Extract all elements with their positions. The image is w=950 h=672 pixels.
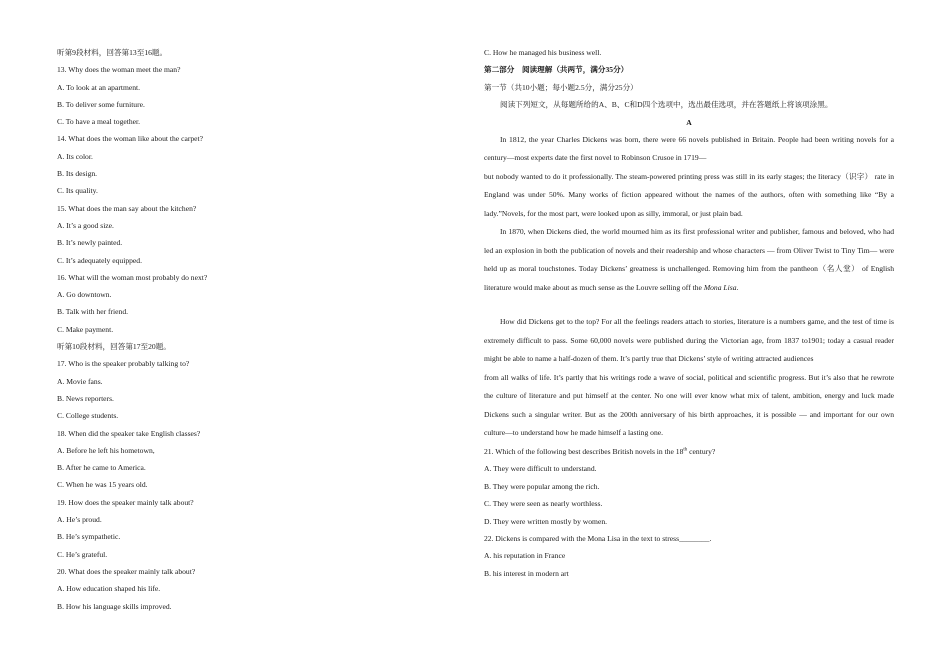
option: B. his interest in modern art <box>484 568 569 578</box>
option: A. How education shaped his life. <box>57 584 161 594</box>
option: B. To deliver some furniture. <box>57 99 145 109</box>
left-column <box>57 44 437 615</box>
question-14: 14. What does the woman like about the carpet? <box>57 134 203 144</box>
option: B. News reporters. <box>57 393 114 403</box>
option: C. It’s adequately equipped. <box>57 255 142 265</box>
option: A. He’s proud. <box>57 515 102 525</box>
question-21-superscript: th <box>683 447 688 453</box>
question-20: 20. What does the speaker mainly talk about? <box>57 566 196 576</box>
mona-lisa-italic: Mona Lisa <box>703 282 737 292</box>
question-18: 18. When did the speaker take English classes? <box>57 428 201 438</box>
option: C. To have a meal together. <box>57 117 141 127</box>
section-title: 第一节（共10小题；每小题2.5分，满分25分） <box>484 82 638 92</box>
paragraph-2-end: . <box>736 282 739 292</box>
option: A. his reputation in France <box>484 551 566 561</box>
option: B. Its design. <box>57 169 98 179</box>
option: A. They were difficult to understand. <box>484 464 597 474</box>
option: C. When he was 15 years old. <box>57 480 148 490</box>
paragraph-1b: but nobody wanted to do it professionally. The steam-powered printing press was still in its early stages; the literacy（识字） rate in England was under 50%. Many works of fiction appeared without the names of the authors, often with something like “By a lady.”Novels, for the most part, were looked upon as silly, immoral, or just plain bad. <box>484 171 894 218</box>
option: C. He’s grateful. <box>57 549 108 559</box>
question-21 <box>484 443 894 460</box>
question-17: 17. Who is the speaker probably talking to? <box>57 359 190 369</box>
option: C. Make payment. <box>57 324 114 334</box>
option: C. How he managed his business well. <box>484 48 602 57</box>
option: A. To look at an apartment. <box>57 82 141 92</box>
option: A. Movie fans. <box>57 376 103 386</box>
option: C. They were seen as nearly worthless. <box>484 499 603 509</box>
paragraph-3b: from all walks of life. It’s partly that his writings rode a wave of social, political and scientific progress. But it’s also that he rewrote the culture of literature and put himself at the center. No one will ever know what mix of talent, ambition, energy and luck made Dickens such a singular writer. But as the 200th anniversary of his birth approaches, it is possible — and important for our own culture—to understand how he made himself a lasting one. <box>484 372 894 438</box>
paragraph-1a: In 1812, the year Charles Dickens was born, there were 66 novels published in Britain. People had been writing novels for a century—most experts date the first novel to Robinson Crusoe in 1719— <box>484 134 894 163</box>
option: A. It’s a good size. <box>57 220 114 230</box>
option: A. Go downtown. <box>57 290 112 300</box>
spacer <box>484 297 894 313</box>
option: A. Its color. <box>57 151 93 161</box>
option: B. After he came to America. <box>57 463 146 473</box>
part-title: 第二部分 阅读理解（共两节，满分35分） <box>484 65 629 75</box>
option: B. Talk with her friend. <box>57 307 129 317</box>
listening-section-10-heading: 听第10段材料，回答第17至20题。 <box>57 342 171 352</box>
paragraph-2 <box>484 223 894 297</box>
question-13: 13. Why does the woman meet the man? <box>57 65 181 75</box>
option: C. College students. <box>57 411 119 421</box>
question-16: 16. What will the woman most probably do next? <box>57 272 208 282</box>
question-19: 19. How does the speaker mainly talk about? <box>57 497 194 507</box>
passage-label: A <box>686 117 692 127</box>
question-21-text: 21. Which of the following best describes British novels in the 18 <box>484 446 684 456</box>
option: A. Before he left his hometown, <box>57 445 155 455</box>
option: C. Its quality. <box>57 186 98 196</box>
paragraph-3a: How did Dickens get to the top? For all the feelings readers attach to stories, literature is a numbers game, and the test of time is extremely difficult to pass. Some 60,000 novels were published during the Victorian age, from 1837 to1901; today a casual reader might be able to name a half-dozen of them. It’s partly true that Dickens’ style of writing attracted audiences <box>484 317 894 364</box>
paragraph-2-text: In 1870, when Dickens died, the world mourned him as its first professional writer and publisher, famous and beloved, who had led an explosion in both the publication of novels and their readership and whose characters — from Oliver Twist to Tiny Tim— were held up as moral touchstones. Today Dickens’ greatness is unchallenged. Removing him from the pantheon（名人堂） of English literature would make about as much sense as the Louvre selling off the <box>484 227 894 292</box>
option: B. How his language skills improved. <box>57 601 172 611</box>
question-21-tail: century? <box>687 446 716 456</box>
right-column <box>484 44 894 582</box>
question-22: 22. Dickens is compared with the Mona Lisa in the text to stress________. <box>484 533 712 543</box>
listening-section-9-heading: 听第9段材料，回答第13至16题。 <box>57 48 168 57</box>
option: B. It’s newly painted. <box>57 238 123 248</box>
instruction: 阅读下列短文，从每题所给的A、B、C和D四个选项中，选出最佳选项，并在答题纸上将该项涂黑。 <box>500 100 833 110</box>
question-15: 15. What does the man say about the kitchen? <box>57 203 197 213</box>
option: B. They were popular among the rich. <box>484 481 600 491</box>
option: D. They were written mostly by women. <box>484 516 608 526</box>
option: B. He’s sympathetic. <box>57 532 121 542</box>
